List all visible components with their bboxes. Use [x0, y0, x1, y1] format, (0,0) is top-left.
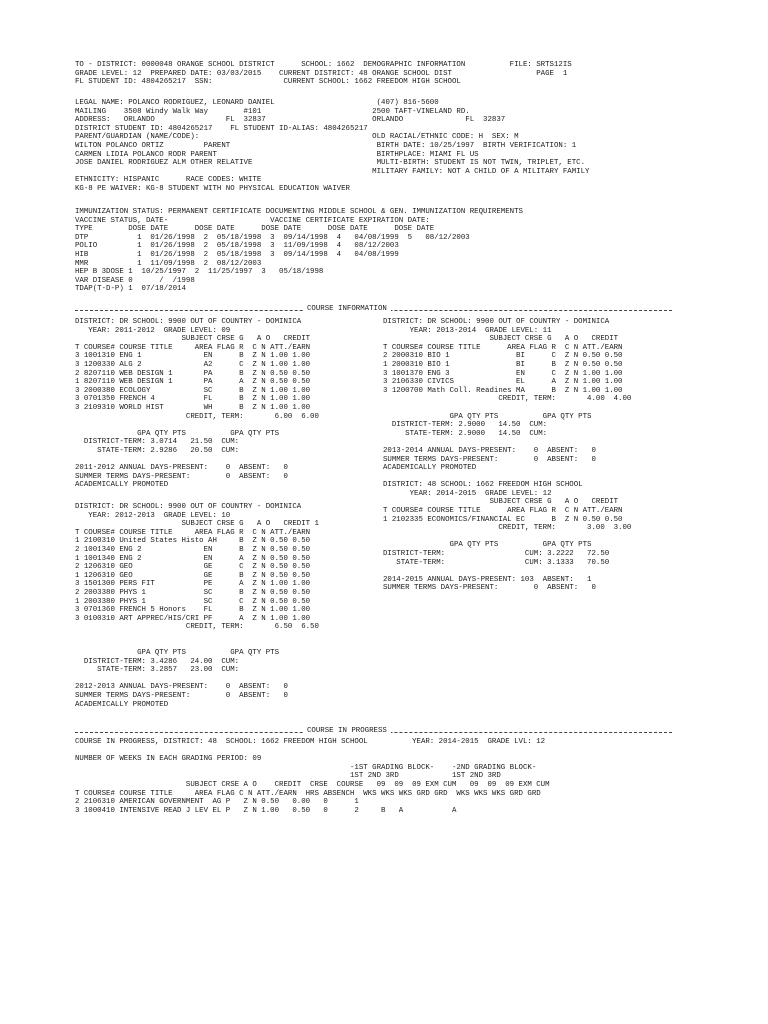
report-line: SUMMER TERMS DAYS-PRESENT: 0 ABSENT: 0 — [383, 455, 596, 464]
report-line: JOSE DANIEL RODRIGUEZ ALM OTHER RELATIVE MULTI-BIRTH: STUDENT IS NOT TWIN, TRIPLET, ETC. — [75, 159, 586, 168]
in-progress-title: COURSE IN PROGRESS — [303, 727, 391, 736]
report-line: TO - DISTRICT: 0000048 ORANGE SCHOOL DISTRICT SCHOOL: 1662 DEMOGRAPHIC INFORMATION FILE: SRTS12IS — [75, 61, 572, 69]
report-line: CREDIT, TERM: 6.00 6.00 — [75, 412, 319, 421]
report-line: 1 2000310 BIO 1 BI B Z N 0.50 0.50 — [383, 360, 623, 369]
report-line: 3 2109310 WORLD HIST WH B Z N 1.00 1.00 — [75, 403, 311, 412]
report-line — [383, 533, 631, 542]
report-line — [383, 404, 631, 413]
report-line: 3 1501300 PERS FIT PE A Z N 1.00 1.00 — [75, 580, 311, 589]
report-line: T COURSE# COURSE TITLE AREA FLAG R C N ATT./EARN — [383, 507, 623, 516]
report-line: COURSE IN PROGRESS, DISTRICT: 48 SCHOOL: 1662 FREEDOM HIGH SCHOOL YEAR: 2014-2015 GRADE LVL: 12 — [75, 738, 546, 746]
report-line: YEAR: 2013-2014 GRADE LEVEL: 11 — [383, 326, 552, 335]
report-line: KG-8 PE WAIVER: KG-8 STUDENT WITH NO PHYSICAL EDUCATION WAIVER — [75, 184, 350, 193]
report-line: 1 2102335 ECONOMICS/FINANCIAL EC B Z N 0.50 0.50 — [383, 515, 623, 524]
report-line: HEP B 3DOSE 1 10/25/1997 2 11/25/1997 3 05/18/1998 — [75, 268, 324, 277]
report-line: 3 0701360 FRENCH 5 Honors FL B Z N 1.00 1.00 — [75, 606, 311, 615]
report-line: 2 1001340 ENG 2 EN B Z N 0.50 0.50 — [75, 545, 311, 554]
report-line: 2011-2012 ANNUAL DAYS-PRESENT: 0 ABSENT: 0 — [75, 464, 288, 473]
report-line: DISTRICT: DR SCHOOL: 9900 OUT OF COUNTRY - DOMINICA — [383, 318, 610, 326]
report-line — [383, 438, 631, 447]
report-line: MMR 1 11/09/1998 2 08/12/2003 — [75, 259, 262, 268]
report-line: 1 8207110 WEB DESIGN 1 PA A Z N 0.50 0.50 — [75, 378, 311, 387]
report-line: 3 2000380 ECOLOGY SC B Z N 1.00 1.00 — [75, 386, 311, 395]
report-line: CARMEN LIDIA POLANCO RODR PARENT BIRTHPLACE: MIAMI FL US — [75, 150, 479, 159]
report-line: SUMMER TERMS DAYS-PRESENT: 0 ABSENT: 0 — [75, 472, 288, 481]
report-line: 2 2106310 AMERICAN GOVERNMENT AG P Z N 0.50 0.00 0 1 — [75, 798, 359, 807]
report-line: LEGAL NAME: POLANCO RODRIGUEZ, LEONARD DANIEL (407) 816-5600 — [75, 99, 439, 107]
report-line: TYPE DOSE DATE DOSE DATE DOSE DATE DOSE DATE DOSE DATE — [75, 225, 435, 234]
report-line: 2014-2015 ANNUAL DAYS-PRESENT: 103 ABSENT: 1 — [383, 575, 592, 584]
report-line: TDAP(T-D-P) 1 07/18/2014 — [75, 285, 186, 294]
report-line: VAR DISEASE 0 / /1998 — [75, 276, 195, 285]
report-line — [75, 747, 550, 756]
report-line: T COURSE# COURSE TITLE AREA FLAG R C N ATT./EARN — [75, 343, 311, 352]
report-line: VACCINE STATUS, DATE- VACCINE CERTIFICATE EXPIRATION DATE: — [75, 216, 430, 225]
report-line: YEAR: 2011-2012 GRADE LEVEL: 09 — [75, 326, 231, 335]
course-in-progress — [75, 738, 550, 815]
report-line: IMMUNIZATION STATUS: PERMANENT CERTIFICATE DOCUMENTING MIDDLE SCHOOL & GEN. IMMUNIZATION REQUIREMENTS — [75, 208, 523, 216]
report-line: ETHNICITY: HISPANIC RACE CODES: WHITE — [75, 176, 262, 185]
report-line: YEAR: 2014-2015 GRADE LEVEL: 12 — [383, 489, 552, 498]
report-line: 2 8207110 WEB DESIGN 1 PA B Z N 0.50 0.50 — [75, 369, 311, 378]
report-line: 1 2100310 United States Histo AH B Z N 0.50 0.50 — [75, 537, 311, 546]
report-line: T COURSE# COURSE TITLE AREA FLAG R C N ATT./EARN — [75, 528, 311, 537]
report-line: PARENT/GUARDIAN (NAME/CODE): OLD RACIAL/ETHNIC CODE: H SEX: M — [75, 133, 519, 142]
report-line: YEAR: 2012-2013 GRADE LEVEL: 10 — [75, 511, 231, 520]
report-line: ACADEMICALLY PROMOTED — [75, 700, 169, 709]
report-line: 3 1001370 ENG 3 EN C Z N 1.00 1.00 — [383, 369, 623, 378]
report-line: WILTON POLANCO ORTIZ PARENT BIRTH DATE: 10/25/1997 BIRTH VERIFICATION: 1 — [75, 141, 577, 150]
report-line: ADDRESS: ORLANDO FL 32837 ORLANDO FL 32837 — [75, 116, 506, 125]
report-line — [75, 641, 319, 650]
report-line — [383, 567, 631, 576]
report-line: MAILING 3508 Windy Walk Way #101 2500 TAFT-VINELAND RD. — [75, 107, 470, 116]
report-line — [75, 675, 319, 684]
report-line: SUBJECT CRSE G A O CREDIT — [75, 335, 311, 344]
report-line: 3 0100310 ART APPREC/HIS/CRI PF A Z N 1.00 1.00 — [75, 614, 311, 623]
report-line: 2012-2013 ANNUAL DAYS-PRESENT: 0 ABSENT: 0 — [75, 683, 288, 692]
report-line — [75, 456, 319, 465]
report-line: GPA QTY PTS GPA QTY PTS — [383, 412, 592, 421]
report-line: SUMMER TERMS DAYS-PRESENT: 0 ABSENT: 0 — [383, 584, 596, 593]
report-line: 1 1001340 ENG 2 EN A Z N 0.50 0.50 — [75, 554, 311, 563]
course-info-title: COURSE INFORMATION — [303, 305, 391, 314]
report-line: HIB 1 01/26/1998 2 05/18/1998 3 09/14/1998 4 04/08/1999 — [75, 250, 399, 259]
report-line: DISTRICT-TERM: 3.4286 24.00 CUM: — [75, 657, 240, 666]
course-history-2013-2015 — [383, 318, 631, 593]
report-line: DTP 1 01/26/1998 2 05/18/1998 3 09/14/1998 4 04/08/1999 5 08/12/2003 — [75, 233, 470, 242]
report-line: DISTRICT: DR SCHOOL: 9900 OUT OF COUNTRY - DOMINICA — [75, 318, 302, 326]
report-line: CREDIT, TERM: 3.00 3.00 — [383, 524, 632, 533]
report-line: SUMMER TERMS DAYS-PRESENT: 0 ABSENT: 0 — [75, 692, 288, 701]
report-line: MILITARY FAMILY: NOT A CHILD OF A MILITARY FAMILY — [75, 167, 590, 176]
report-line: T COURSE# COURSE TITLE AREA FLAG C N ATT./EARN HRS ABSENCH WKS WKS WKS GRD GRD WKS WKS WKS GRD GRD — [75, 789, 541, 798]
report-line: SUBJECT CRSE G A O CREDIT 1 — [75, 520, 319, 529]
report-line: 1 1206310 GEO GE B Z N 0.50 0.50 — [75, 571, 311, 580]
report-line: DISTRICT: 48 SCHOOL: 1662 FREEDOM HIGH SCHOOL — [383, 481, 583, 490]
report-line: STATE-TERM: 2.9000 14.50 CUM: — [383, 429, 548, 438]
report-line: GPA QTY PTS GPA QTY PTS — [75, 649, 280, 658]
report-line: -1ST GRADING BLOCK- -2ND GRADING BLOCK- — [75, 763, 537, 772]
report-line: DISTRICT-TERM: CUM: 3.2222 72.50 — [383, 550, 610, 559]
report-line: POLIO 1 01/26/1998 2 05/18/1998 3 11/09/1998 4 08/12/2003 — [75, 242, 399, 251]
report-line: SUBJECT CRSE G A O CREDIT — [383, 498, 619, 507]
report-line: 3 2106330 CIVICS EL A Z N 1.00 1.00 — [383, 378, 623, 387]
report-line: NUMBER OF WEEKS IN EACH GRADING PERIOD: 09 — [75, 755, 262, 764]
report-line: SUBJECT CRSE G A O CREDIT — [383, 335, 619, 344]
report-line — [383, 473, 631, 482]
report-line: 1 2003380 PHYS 1 SC C Z N 0.50 0.50 — [75, 597, 311, 606]
report-line: ACADEMICALLY PROMOTED — [383, 464, 477, 473]
report-line: 2 2000310 BIO 1 BI C Z N 0.50 0.50 — [383, 352, 623, 361]
report-line: DISTRICT: DR SCHOOL: 9900 OUT OF COUNTRY - DOMINICA — [75, 503, 302, 511]
report-line: GPA QTY PTS GPA QTY PTS — [75, 429, 280, 438]
report-line: 3 1200700 Math Coll. Readines MA B Z N 1.00 1.00 — [383, 386, 623, 395]
report-line: ACADEMICALLY PROMOTED — [75, 481, 169, 490]
report-line: 1ST 2ND 3RD 1ST 2ND 3RD — [75, 772, 501, 781]
report-line: 2 2003380 PHYS 1 SC B Z N 0.50 0.50 — [75, 588, 311, 597]
report-line: 2 1206310 GEO GE C Z N 0.50 0.50 — [75, 563, 311, 572]
report-line: DISTRICT-TERM: 2.9000 14.50 CUM: — [383, 421, 548, 430]
report-line: 3 1000410 INTENSIVE READ J LEV EL P Z N 1.00 0.50 0 2 B A A — [75, 806, 457, 815]
report-line: T COURSE# COURSE TITLE AREA FLAG R C N ATT./EARN — [383, 343, 623, 352]
report-line: SUBJECT CRSE A O CREDIT CRSE COURSE 09 09 09 EXM CUM 09 09 09 EXM CUM — [75, 780, 550, 789]
report-line — [75, 421, 319, 430]
report-line: FL STUDENT ID: 4804265217 SSN: CURRENT SCHOOL: 1662 FREEDOM HIGH SCHOOL — [75, 78, 461, 87]
report-line: DISTRICT-TERM: 3.0714 21.50 CUM: — [75, 438, 240, 447]
course-history-2011-2012 — [75, 318, 319, 490]
report-line: 3 1200330 ALG 2 A2 C Z N 1.00 1.00 — [75, 360, 311, 369]
report-line: STATE-TERM: 3.2857 23.00 CUM: — [75, 666, 240, 675]
immunization-status — [75, 208, 523, 294]
demographic-information — [75, 99, 589, 194]
report-line: 3 0701350 FRENCH 4 FL B Z N 1.00 1.00 — [75, 395, 311, 404]
report-line: CREDIT, TERM: 4.00 4.00 — [383, 395, 632, 404]
report-line: 2013-2014 ANNUAL DAYS-PRESENT: 0 ABSENT: 0 — [383, 446, 596, 455]
report-line: GPA QTY PTS GPA QTY PTS — [383, 541, 592, 550]
report-line — [75, 632, 319, 641]
report-header — [75, 61, 572, 87]
report-line: GRADE LEVEL: 12 PREPARED DATE: 03/03/2015 CURRENT DISTRICT: 48 ORANGE SCHOOL DIST PAGE 1 — [75, 69, 568, 78]
report-line: 3 1001310 ENG 1 EN B Z N 1.00 1.00 — [75, 352, 311, 361]
course-history-2012-2013 — [75, 503, 319, 709]
report-line: STATE-TERM: CUM: 3.1333 70.50 — [383, 558, 610, 567]
report-line: CREDIT, TERM: 6.50 6.50 — [75, 623, 319, 632]
report-line: STATE-TERM: 2.9286 20.50 CUM: — [75, 446, 240, 455]
report-line: DISTRICT STUDENT ID: 4804265217 FL STUDENT ID-ALIAS: 4804265217 — [75, 124, 368, 133]
